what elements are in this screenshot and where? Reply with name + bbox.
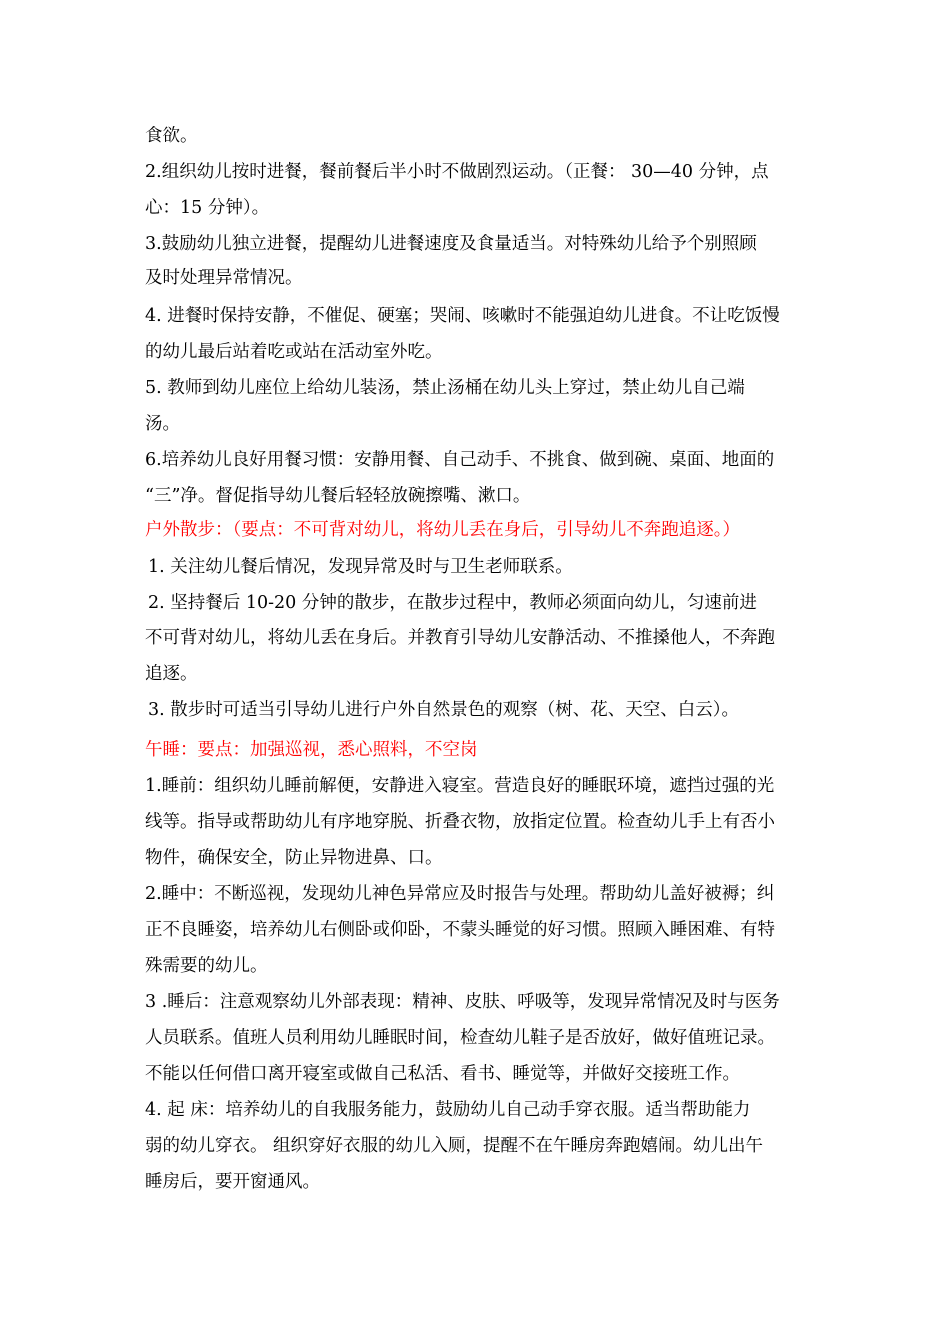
text-line: 1. 关注幼儿餐后情况，发现异常及时与卫生老师联系。 (148, 557, 573, 577)
text-line: 4. 起 床：培养幼儿的自我服务能力，鼓励幼儿自己动手穿衣服。适当帮助能力 (145, 1100, 751, 1120)
section-heading-walk: 户外散步：（要点：不可背对幼儿，将幼儿丢在身后，引导幼儿不奔跑追逐。） (145, 520, 740, 540)
text-line: 物件，确保安全，防止异物进鼻、口。 (145, 848, 443, 868)
text-line: 心：15 分钟）。 (145, 198, 270, 218)
text-line: “三”净。督促指导幼儿餐后轻轻放碗擦嘴、漱口。 (145, 486, 531, 506)
text-line: 及时处理异常情况。 (145, 268, 303, 288)
text-line: 不能以任何借口离开寝室或做自己私活、看书、睡觉等，并做好交接班工作。 (145, 1064, 740, 1084)
text-line: 2.睡中：不断巡视，发现幼儿神色异常应及时报告与处理。帮助幼儿盖好被褥；纠 (145, 884, 775, 904)
text-line: 的幼儿最后站着吃或站在活动室外吃。 (145, 342, 443, 362)
text-line: 3 .睡后：注意观察幼儿外部表现：精神、皮肤、呼吸等，发现异常情况及时与医务 (145, 992, 780, 1012)
text-line: 人员联系。值班人员利用幼儿睡眠时间，检查幼儿鞋子是否放好，做好值班记录。 (145, 1028, 775, 1048)
text-line: 食欲。 (145, 126, 198, 146)
text-line: 汤。 (145, 414, 180, 434)
text-line: 3.鼓励幼儿独立进餐，提醒幼儿进餐速度及食量适当。对特殊幼儿给予个别照顾 (145, 234, 757, 254)
text-line: 正不良睡姿，培养幼儿右侧卧或仰卧，不蒙头睡觉的好习惯。照顾入睡困难、有特 (145, 920, 775, 940)
text-line: 5. 教师到幼儿座位上给幼儿装汤，禁止汤桶在幼儿头上穿过，禁止幼儿自己端 (145, 378, 745, 398)
text-line: 1.睡前：组织幼儿睡前解便，安静进入寝室。营造良好的睡眠环境，遮挡过强的光 (145, 776, 775, 796)
text-line: 2. 坚持餐后 10-20 分钟的散步，在散步过程中，教师必须面向幼儿，匀速前进 (148, 593, 757, 613)
text-line: 追逐。 (145, 664, 198, 684)
text-line: 6.培养幼儿良好用餐习惯：安静用餐、自己动手、不挑食、做到碗、桌面、地面的 (145, 450, 775, 470)
text-line: 殊需要的幼儿。 (145, 956, 268, 976)
section-heading-nap: 午睡：要点：加强巡视，悉心照料，不空岗 (145, 740, 478, 760)
text-line: 2.组织幼儿按时进餐，餐前餐后半小时不做剧烈运动。（正餐： 30—40 分钟，点 (145, 162, 769, 182)
text-line: 弱的幼儿穿衣。 组织穿好衣服的幼儿入厕，提醒不在午睡房奔跑嬉闹。幼儿出午 (145, 1136, 764, 1156)
text-line: 睡房后，要开窗通风。 (145, 1172, 320, 1192)
text-line: 线等。指导或帮助幼儿有序地穿脱、折叠衣物，放指定位置。检查幼儿手上有否小 (145, 812, 775, 832)
text-line: 4. 进餐时保持安静，不催促、硬塞；哭闹、咳嗽时不能强迫幼儿进食。不让吃饭慢 (145, 306, 780, 326)
text-line: 3. 散步时可适当引导幼儿进行户外自然景色的观察（树、花、天空、白云）。 (148, 700, 740, 720)
text-line: 不可背对幼儿，将幼儿丢在身后。并教育引导幼儿安静活动、不推搡他人，不奔跑 (145, 628, 775, 648)
